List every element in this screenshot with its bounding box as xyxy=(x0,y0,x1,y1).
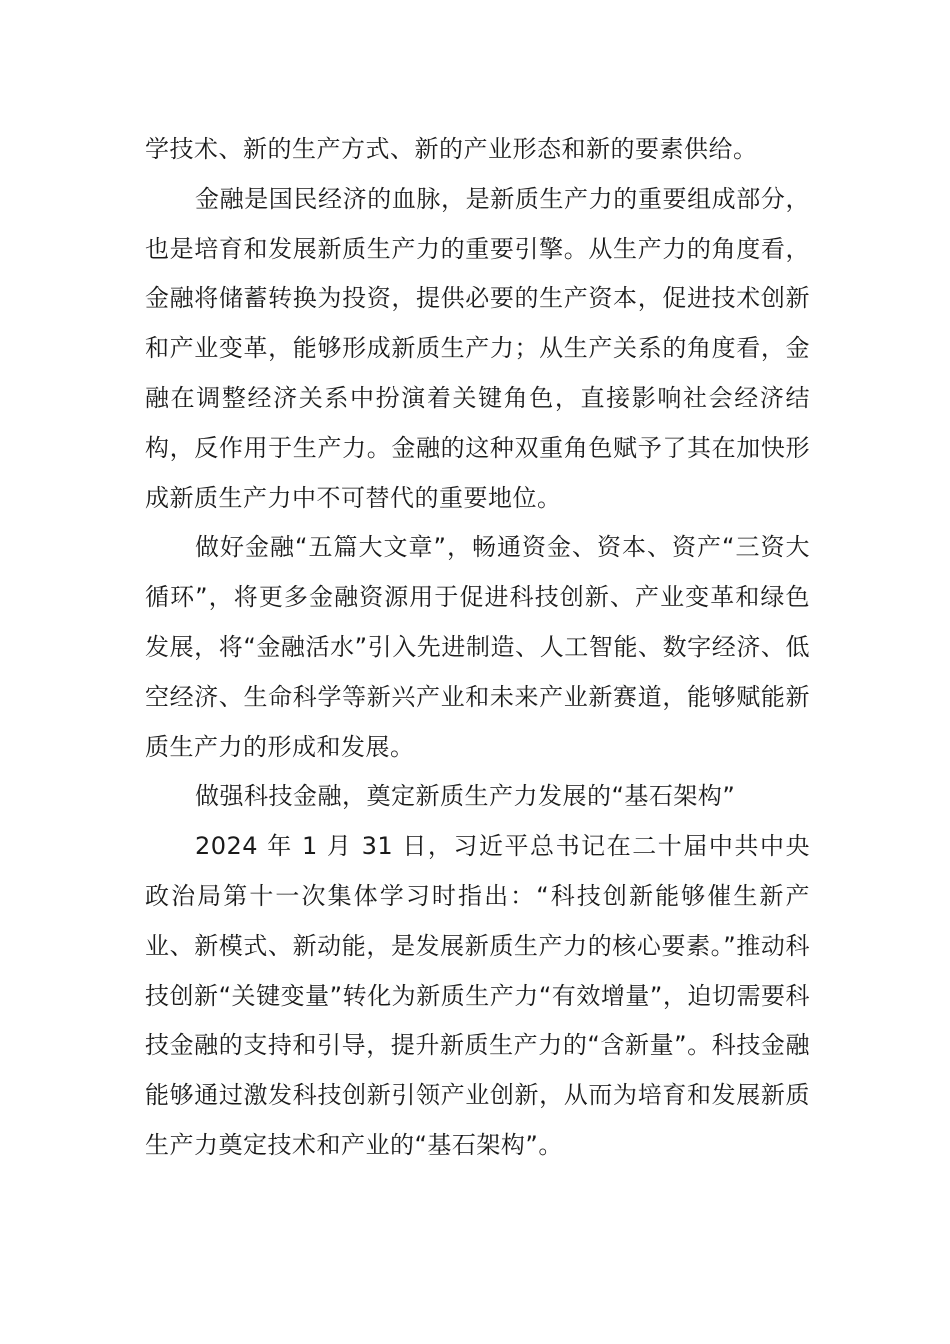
document-body xyxy=(145,125,810,1171)
paragraph-five-articles: 做好金融“五篇大文章”，畅通资金、资本、资产“三资大循环”，将更多金融资源用于促进科技创新、产业变革和绿色发展，将“金融活水”引入先进制造、人工智能、数字经济、低空经济、生命科学等新兴产业和未来产业新赛道，能够赋能新质生产力的形成和发展。 xyxy=(145,533,810,761)
paragraph-finance-role: 金融是国民经济的血脉，是新质生产力的重要组成部分，也是培育和发展新质生产力的重要引擎。从生产力的角度看，金融将储蓄转换为投资，提供必要的生产资本，促进技术创新和产业变革，能够形成新质生产力；从生产关系的角度看，金融在调整经济关系中扮演着关键角色，直接影响社会经济结构，反作用于生产力。金融的这种双重角色赋予了其在加快形成新质生产力中不可替代的重要地位。 xyxy=(145,184,810,512)
paragraph-continuation: 学技术、新的生产方式、新的产业形态和新的要素供给。 xyxy=(145,135,758,163)
paragraph-tech-innovation: 2024 年 1 月 31 日，习近平总书记在二十届中共中央政治局第十一次集体学习时指出：“科技创新能够催生新产业、新模式、新动能，是发展新质生产力的核心要素。”推动科技创新“关键变量”转化为新质生产力“有效增量”，迫切需要科技金融的支持和引导，提升新质生产力的“含新量”。科技金融能够通过激发科技创新引领产业创新，从而为培育和发展新质生产力奠定技术和产业的“基石架构”。 xyxy=(145,832,810,1159)
section-heading-tech-finance: 做强科技金融，奠定新质生产力发展的“基石架构” xyxy=(195,782,736,811)
